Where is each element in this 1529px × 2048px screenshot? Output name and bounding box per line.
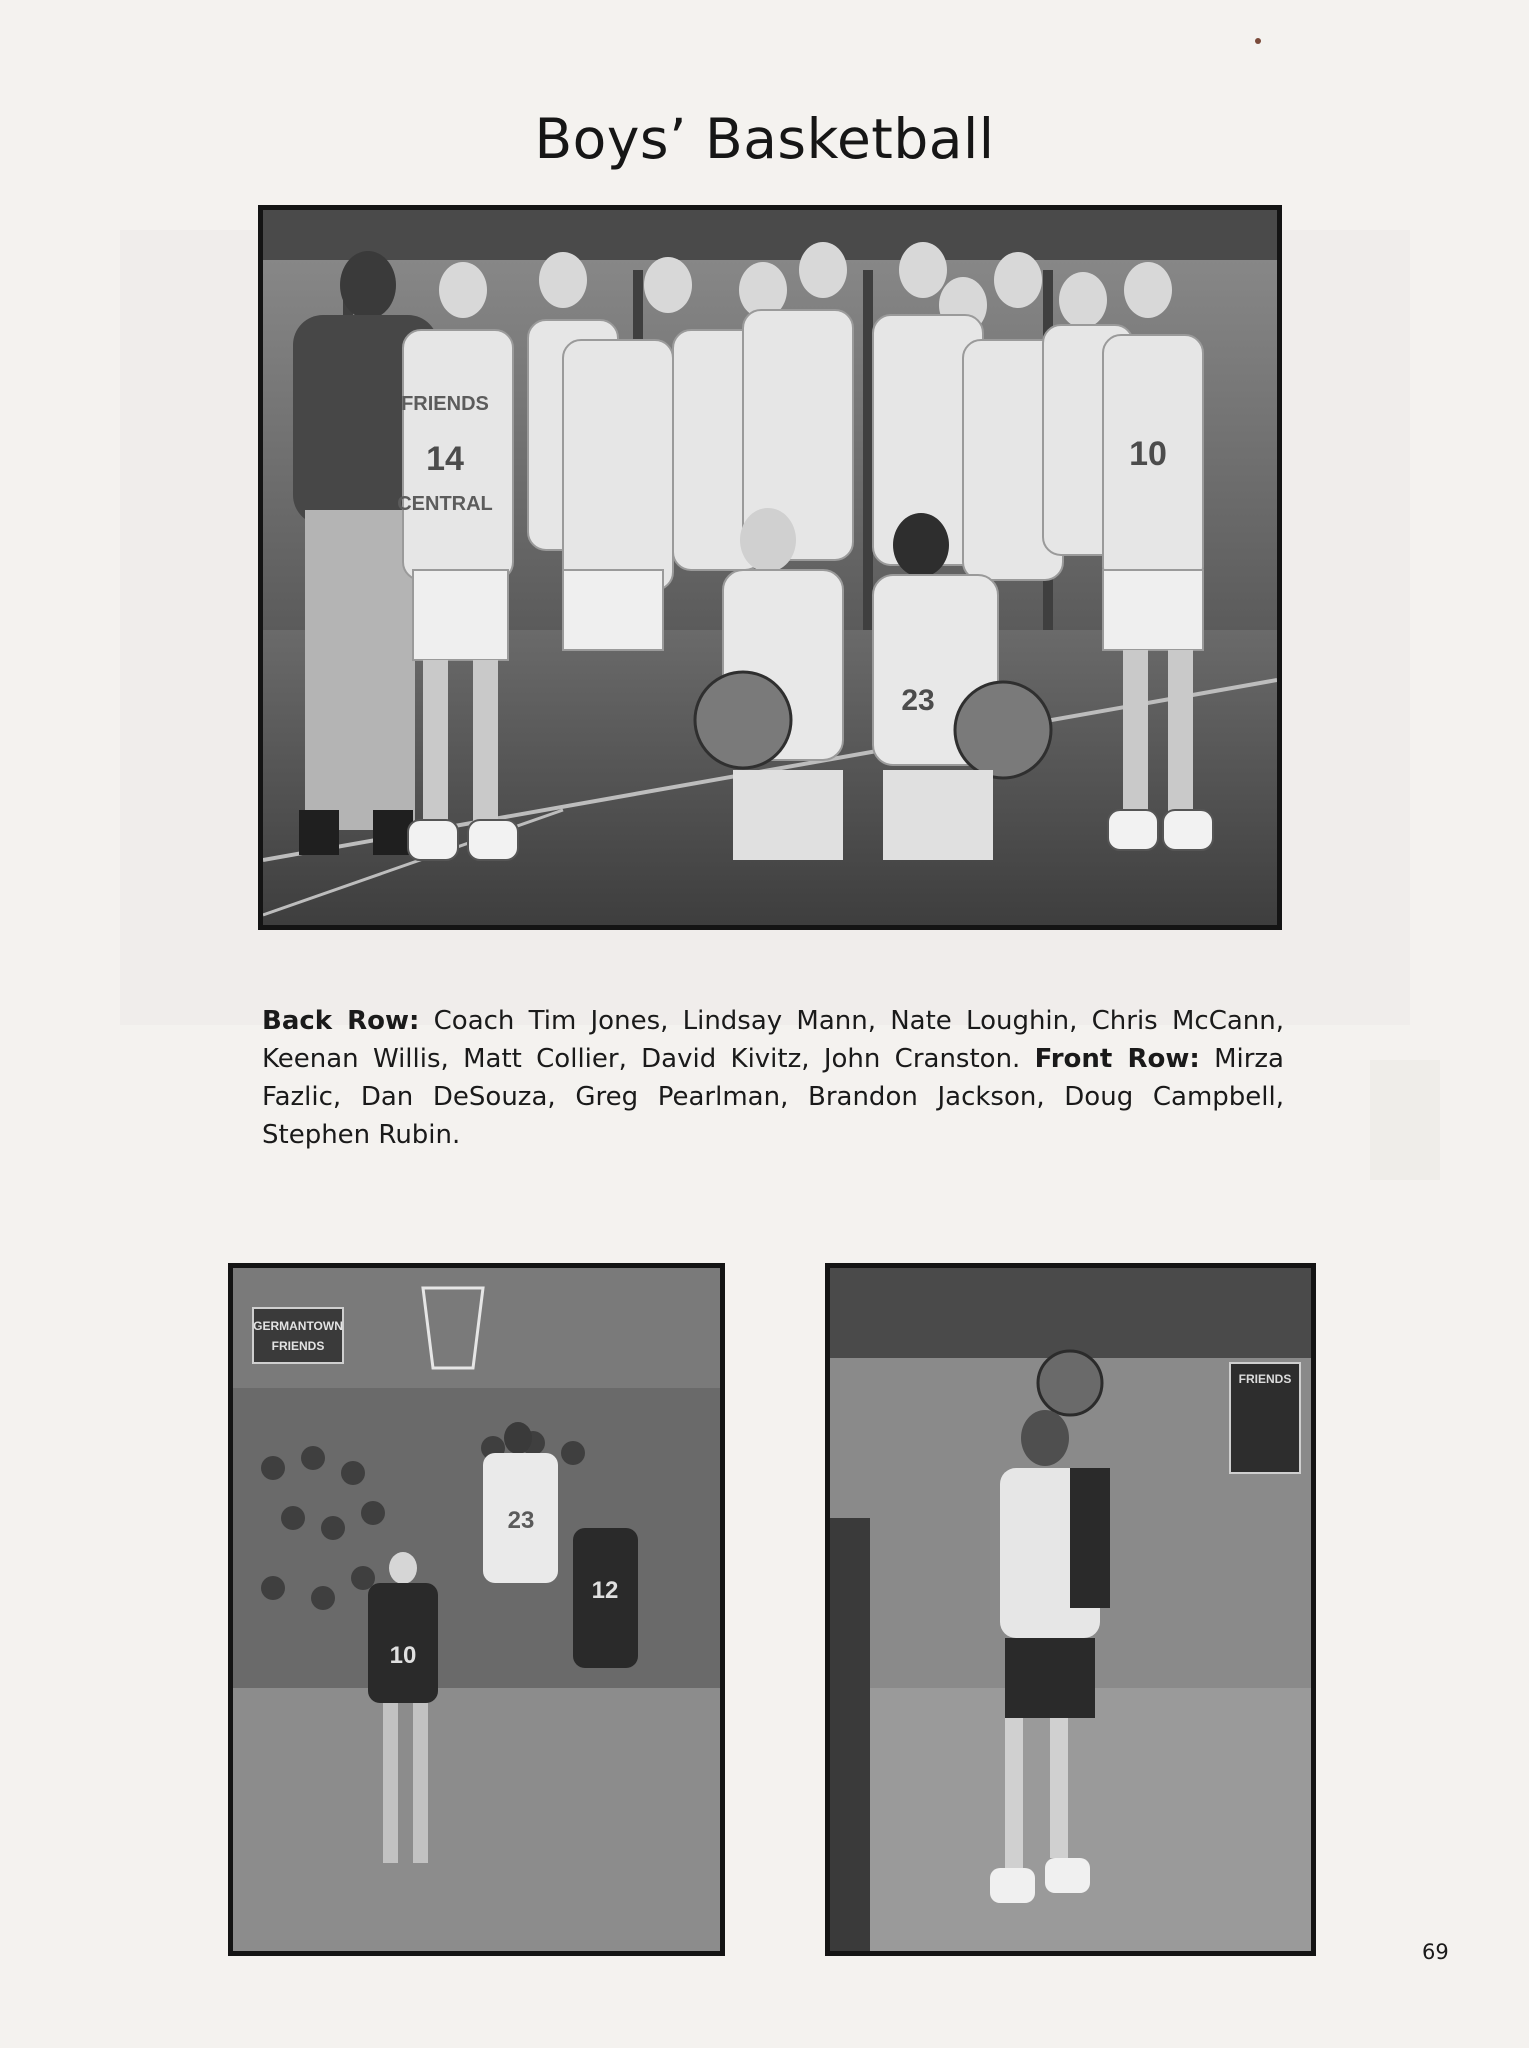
- page-number: 69: [1422, 1940, 1449, 1964]
- jersey-number-10: 10: [389, 1642, 417, 1669]
- banner-text-line2: FRIENDS: [271, 1339, 325, 1353]
- game-photo-layup-illustration: [233, 1268, 720, 1951]
- scoreboard-text: FRIENDS: [1238, 1372, 1292, 1386]
- jersey-text-central: CENTRAL: [397, 493, 493, 515]
- team-photo: [258, 205, 1282, 930]
- game-photo-jump-shot-illustration: [830, 1268, 1311, 1951]
- game-photo-layup: [228, 1263, 725, 1956]
- jersey-number-12: 12: [591, 1577, 619, 1604]
- jersey-number-10: 10: [1129, 435, 1167, 473]
- team-photo-illustration: [263, 210, 1277, 925]
- banner-text-line1: GERMANTOWN: [253, 1319, 343, 1333]
- bleed-through-shadow-right: [1370, 1060, 1440, 1180]
- jersey-number-23: 23: [901, 684, 935, 717]
- page-speck: [1255, 38, 1261, 44]
- front-row-label: Front Row:: [1034, 1044, 1200, 1074]
- back-row-names: Coach Tim Jones, Lindsay Mann, Nate Loughin, Chris McCann, Keenan Willis, Matt Collier, David Kivitz, John Cranston.: [262, 1006, 1285, 1074]
- jersey-text-friends: FRIENDS: [401, 393, 489, 415]
- back-row-label: Back Row:: [262, 1006, 420, 1036]
- game-photo-jump-shot: [825, 1263, 1316, 1956]
- front-row-names: Mirza Fazlic, Dan DeSouza, Greg Pearlman, Brandon Jackson, Doug Campbell, Stephen Rubin.: [262, 1044, 1284, 1150]
- jersey-number-14: 14: [426, 440, 464, 478]
- page-title: Boys’ Basketball: [534, 106, 995, 171]
- photo-caption: [262, 1002, 1284, 1154]
- jersey-number-23: 23: [507, 1507, 535, 1534]
